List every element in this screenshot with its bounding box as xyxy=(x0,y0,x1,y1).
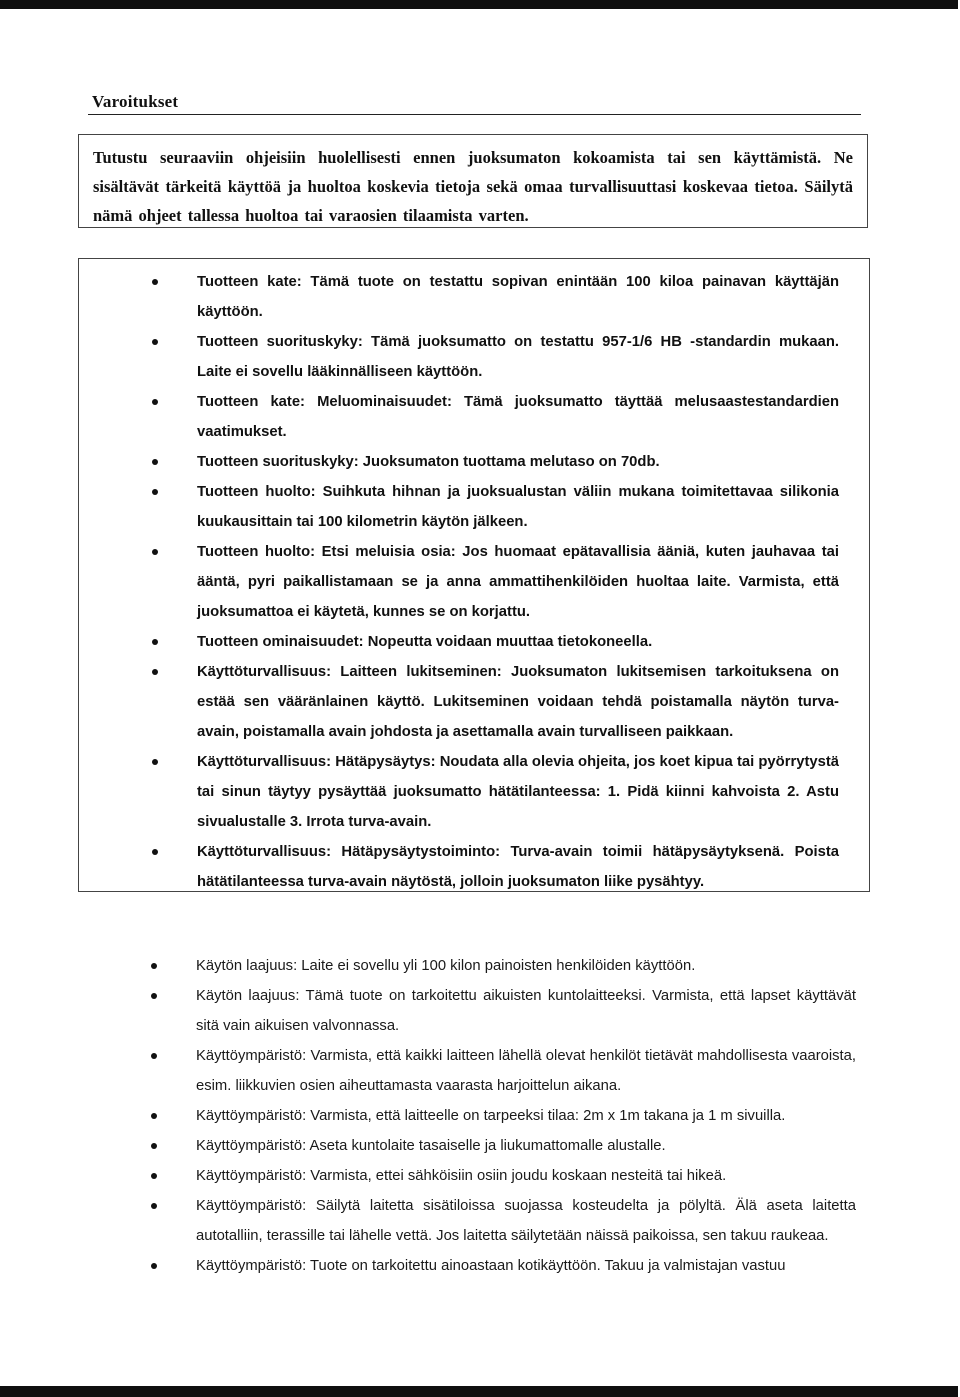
title-underline xyxy=(88,114,861,115)
bullet-icon xyxy=(152,549,158,555)
warning-item xyxy=(197,447,839,477)
bullet-icon xyxy=(151,963,157,969)
bullet-icon xyxy=(151,1263,157,1269)
warning-item xyxy=(197,627,839,657)
warning-text: Tuotteen kate: Meluominaisuudet: Tämä juoksumatto täyttää melusaastestandardien vaatimukset. xyxy=(197,394,839,440)
warning-text: Tuotteen suorituskyky: Tämä juoksumatto on testattu 957-1/6 HB -standardin mukaan. Laite ei sovellu lääkinnälliseen käyttöön. xyxy=(197,334,839,380)
warning-text: Tuotteen suorituskyky: Juoksumaton tuottama melutaso on 70db. xyxy=(197,454,660,470)
warning-item xyxy=(197,537,839,627)
usage-text: Käyttöympäristö: Tuote on tarkoitettu ainoastaan kotikäyttöön. Takuu ja valmistajan vastuu xyxy=(196,1258,786,1274)
warning-text: Tuotteen kate: Tämä tuote on testattu sopivan enintään 100 kiloa painavan käyttäjän käyttöön. xyxy=(197,274,839,320)
usage-item xyxy=(196,1101,856,1131)
bullet-icon xyxy=(151,1053,157,1059)
usage-text: Käytön laajuus: Laite ei sovellu yli 100 kilon painoisten henkilöiden käyttöön. xyxy=(196,958,696,974)
bullet-icon xyxy=(152,399,158,405)
usage-list xyxy=(196,951,856,1281)
warnings-box xyxy=(78,258,870,892)
usage-item xyxy=(196,1131,856,1161)
warning-text: Tuotteen ominaisuudet: Nopeutta voidaan muuttaa tietokoneella. xyxy=(197,634,653,650)
usage-text: Käytön laajuus: Tämä tuote on tarkoitettu aikuisten kuntolaitteeksi. Varmista, että lapset käyttävät sitä vain aikuisen valvonnassa. xyxy=(196,988,856,1034)
bullet-icon xyxy=(152,639,158,645)
usage-text: Käyttöympäristö: Säilytä laitetta sisätiloissa suojassa kosteudelta ja pölyltä. Älä aseta laitetta autotalliin, terassille tai lähelle vettä. Jos laitetta säilytetään näissä paikoissa, sen takuu raukeaa. xyxy=(196,1198,856,1244)
warning-text: Tuotteen huolto: Suihkuta hihnan ja juoksualustan väliin mukana toimitettavaa silikonia kuukausittain tai 100 kilometrin käytön jälkeen. xyxy=(197,484,839,530)
bullet-icon xyxy=(151,1173,157,1179)
page-top-rule xyxy=(0,0,958,9)
warning-text: Tuotteen huolto: Etsi meluisia osia: Jos huomaat epätavallisia ääniä, kuten jauhavaa tai ääntä, pyri paikallistamaan se ja anna ammattihenkilöiden huoltaa laite. Varmista, että juoksumattoa ei käytetä, kunnes se on korjattu. xyxy=(197,544,839,620)
usage-text: Käyttöympäristö: Varmista, ettei sähköisiin osiin joudu koskaan nesteitä tai hikeä. xyxy=(196,1168,727,1184)
page-bottom-rule xyxy=(0,1386,958,1397)
bullet-icon xyxy=(151,1113,157,1119)
warning-item xyxy=(197,477,839,537)
warning-item xyxy=(197,327,839,387)
warning-item xyxy=(197,387,839,447)
bullet-icon xyxy=(151,1203,157,1209)
bullet-icon xyxy=(152,339,158,345)
usage-text: Käyttöympäristö: Varmista, että kaikki laitteen lähellä olevat henkilöt tietävät mahdollisesta vaaroista, esim. liikkuvien osien aiheuttamasta vaarasta harjoittelun aikana. xyxy=(196,1048,856,1094)
warning-item xyxy=(197,267,839,327)
usage-text: Käyttöympäristö: Varmista, että laitteelle on tarpeeksi tilaa: 2m x 1m takana ja 1 m sivuilla. xyxy=(196,1108,786,1124)
warning-text: Käyttöturvallisuus: Laitteen lukitseminen: Juoksumaton lukitsemisen tarkoituksena on estää sen vääränlainen käyttö. Lukitseminen voidaan tehdä poistamalla näytön turva-avain, poistamalla avain johdosta ja asettamalla avain turvalliseen paikkaan. xyxy=(197,664,839,740)
bullet-icon xyxy=(152,459,158,465)
bullet-icon xyxy=(152,489,158,495)
usage-text: Käyttöympäristö: Aseta kuntolaite tasaiselle ja liukumattomalle alustalle. xyxy=(196,1138,666,1154)
warning-item xyxy=(197,747,839,837)
usage-item xyxy=(196,951,856,981)
warnings-list xyxy=(197,267,839,897)
intro-text: Tutustu seuraaviin ohjeisiin huolellisesti ennen juoksumaton kokoamista tai sen käyttämistä. Ne sisältävät tärkeitä käyttöä ja huoltoa koskevia tietoja sekä omaa turvallisuuttasi koskevaa tietoa. Säilytä nämä ohjeet tallessa huoltoa tai varaosien tilaamista varten. xyxy=(93,148,853,225)
usage-item xyxy=(196,1161,856,1191)
warning-item xyxy=(197,837,839,897)
warning-text: Käyttöturvallisuus: Hätäpysäytys: Noudata alla olevia ohjeita, jos koet kipua tai pyörrytystä tai sinun täytyy pysäyttää juoksumatto hätätilanteessa: 1. Pidä kiinni kahvoista 2. Astu sivualustalle 3. Irrota turva-avain. xyxy=(197,754,839,830)
bullet-icon xyxy=(152,759,158,765)
intro-box xyxy=(78,134,868,228)
usage-item xyxy=(196,1251,856,1281)
bullet-icon xyxy=(151,993,157,999)
usage-item xyxy=(196,1191,856,1251)
warning-item xyxy=(197,657,839,747)
usage-item xyxy=(196,1041,856,1101)
bullet-icon xyxy=(152,669,158,675)
bullet-icon xyxy=(152,849,158,855)
bullet-icon xyxy=(151,1143,157,1149)
section-title: Varoitukset xyxy=(92,92,179,111)
usage-item xyxy=(196,981,856,1041)
bullet-icon xyxy=(152,279,158,285)
warning-text: Käyttöturvallisuus: Hätäpysäytystoiminto: Turva-avain toimii hätäpysäytyksenä. Poista hätätilanteessa turva-avain näytöstä, jolloin juoksumaton liike pysähtyy. xyxy=(197,844,839,890)
